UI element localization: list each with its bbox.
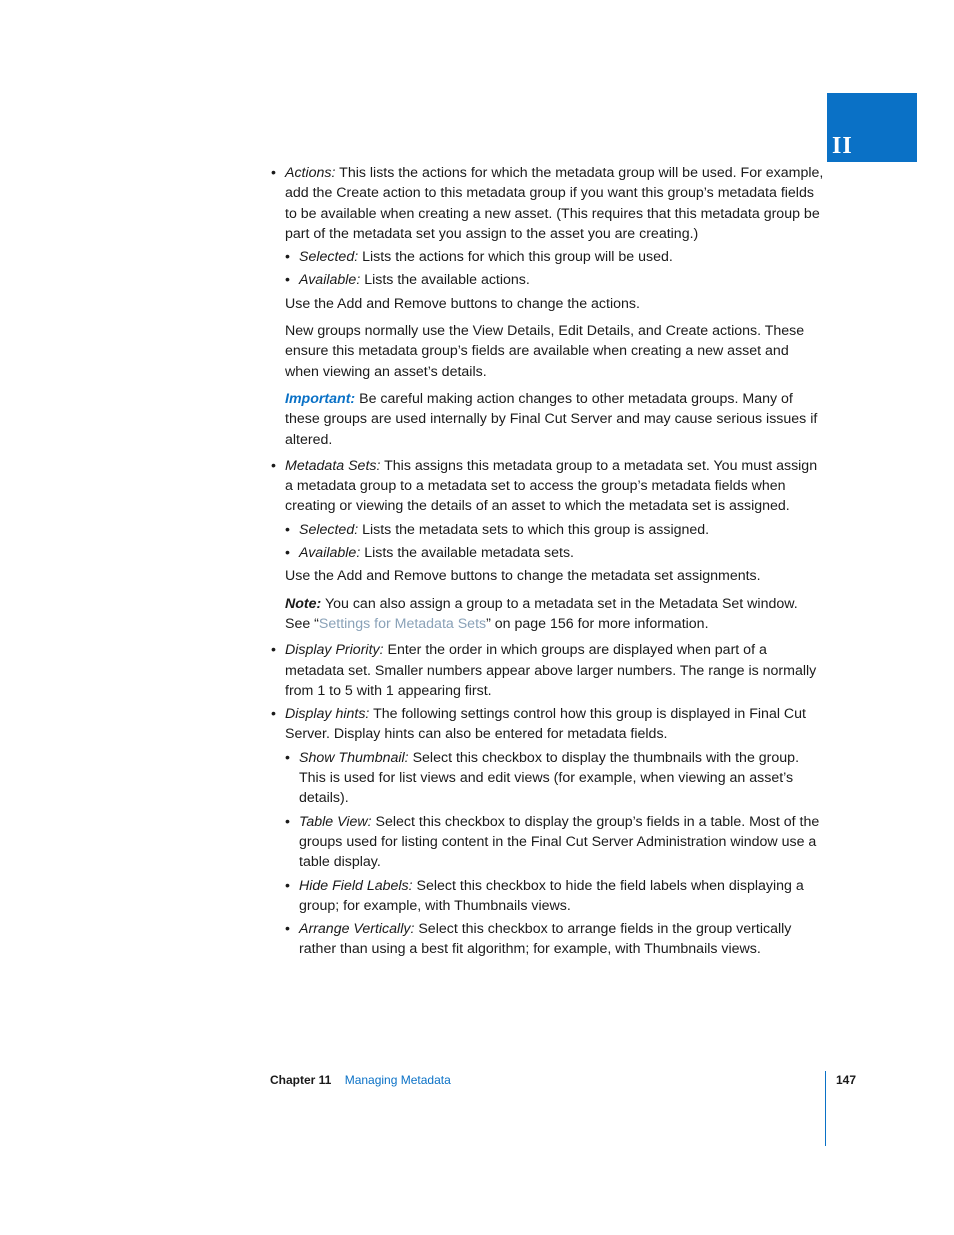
important-paragraph	[270, 389, 826, 450]
paragraph-buttons: Use the Add and Remove buttons to change the metadata set assignments.	[285, 568, 761, 585]
chapter-title: Managing Metadata	[344, 1073, 451, 1087]
sub-item-available	[270, 270, 826, 290]
sub-item-text: Lists the available metadata sets.	[364, 545, 574, 562]
note-paragraph	[270, 594, 826, 635]
sub-item-label: Table View:	[299, 813, 372, 830]
sub-item-label: Hide Field Labels:	[299, 877, 413, 894]
part-tab-label: II	[832, 133, 853, 159]
note-label: Note:	[285, 595, 322, 612]
item-text: This lists the actions for which the metadata group will be used. For example, add the Create action to this metadata group if you want this group’s metadata fields to be available when creating a new asset. (This requires that this metadata group be part of the metadata set you assign to the asset you are creating.)	[285, 165, 824, 242]
item-label: Display Priority:	[285, 642, 384, 659]
item-text: Enter the order in which groups are displayed when part of a metadata set. Smaller numbers appear above larger numbers. The range is normally from 1 to 5 with 1 appearing first.	[285, 642, 817, 699]
sub-item-text: Select this checkbox to hide the field labels when displaying a group; for example, with Thumbnails views.	[299, 877, 804, 914]
note-text: You can also assign a group to a metadata set in the Metadata Set window.	[324, 595, 798, 612]
item-text: The following settings control how this group is displayed in Final Cut Server. Display hints can also be entered for metadata fields.	[285, 706, 807, 743]
page-number: 147	[836, 1073, 857, 1087]
part-tab	[827, 93, 917, 162]
sub-item-label: Show Thumbnail:	[299, 749, 409, 766]
sub-item-label: Available:	[299, 272, 361, 289]
paragraph-buttons: Use the Add and Remove buttons to change the actions.	[285, 295, 640, 312]
sub-item-label: Selected:	[299, 521, 359, 538]
chapter-label: Chapter 11	[270, 1073, 332, 1087]
main-content	[270, 163, 826, 960]
item-label: Display hints:	[285, 706, 370, 723]
list-item-actions	[270, 163, 826, 244]
sub-item-label: Selected:	[299, 249, 359, 266]
see-suffix: ” on page 156 for more information.	[486, 615, 709, 632]
list-item-display-priority	[270, 640, 826, 701]
item-label: Actions:	[285, 165, 336, 181]
sub-item-selected	[270, 247, 826, 267]
important-text: Be careful making action changes to other metadata groups. Many of these groups are used internally by Final Cut Server and may cause serious issues if altered.	[285, 390, 818, 448]
sub-item-available	[270, 543, 826, 563]
sub-item-text: Select this checkbox to display the group’s fields in a table. Most of the groups used for listing content in the Final Cut Server Administration window use a table display.	[299, 813, 820, 871]
cross-reference-link[interactable]: Settings for Metadata Sets	[318, 615, 487, 632]
page-footer	[270, 1073, 451, 1087]
sub-item-show-thumbnail	[270, 748, 826, 809]
footer-divider	[825, 1071, 826, 1146]
list-item-display-hints	[270, 704, 826, 745]
sub-item-text: Select this checkbox to arrange fields in the group vertically rather than using a best fit algorithm; for example, with Thumbnails views.	[299, 921, 792, 958]
sub-item-arrange-vertically	[270, 919, 826, 960]
sub-item-hide-field-labels	[270, 876, 826, 917]
sub-item-text: Lists the actions for which this group will be used.	[362, 249, 673, 266]
sub-item-label: Arrange Vertically:	[299, 921, 415, 938]
sub-item-label: Available:	[299, 545, 361, 562]
important-label: Important:	[285, 390, 356, 407]
list-item-metadata-sets	[270, 456, 826, 517]
sub-item-text: Lists the metadata sets to which this group is assigned.	[362, 521, 710, 538]
sub-item-selected	[270, 520, 826, 540]
item-label: Metadata Sets:	[285, 457, 381, 474]
paragraph-new-groups: New groups normally use the View Details, Edit Details, and Create actions. These ensure this metadata group’s fields are available when creating a new asset and when viewing an asset’s details.	[285, 323, 805, 380]
item-text: This assigns this metadata group to a metadata set. You must assign a metadata group to a metadata set to access the group’s metadata fields when creating or viewing the details of an asset to which the metadata set is assigned.	[285, 457, 818, 515]
sub-item-text: Select this checkbox to display the thumbnails with the group. This is used for list views and edit views (for example, when viewing an asset’s details).	[299, 749, 800, 807]
sub-item-table-view	[270, 812, 826, 873]
see-prefix: See “	[285, 615, 319, 632]
sub-item-text: Lists the available actions.	[364, 272, 530, 289]
